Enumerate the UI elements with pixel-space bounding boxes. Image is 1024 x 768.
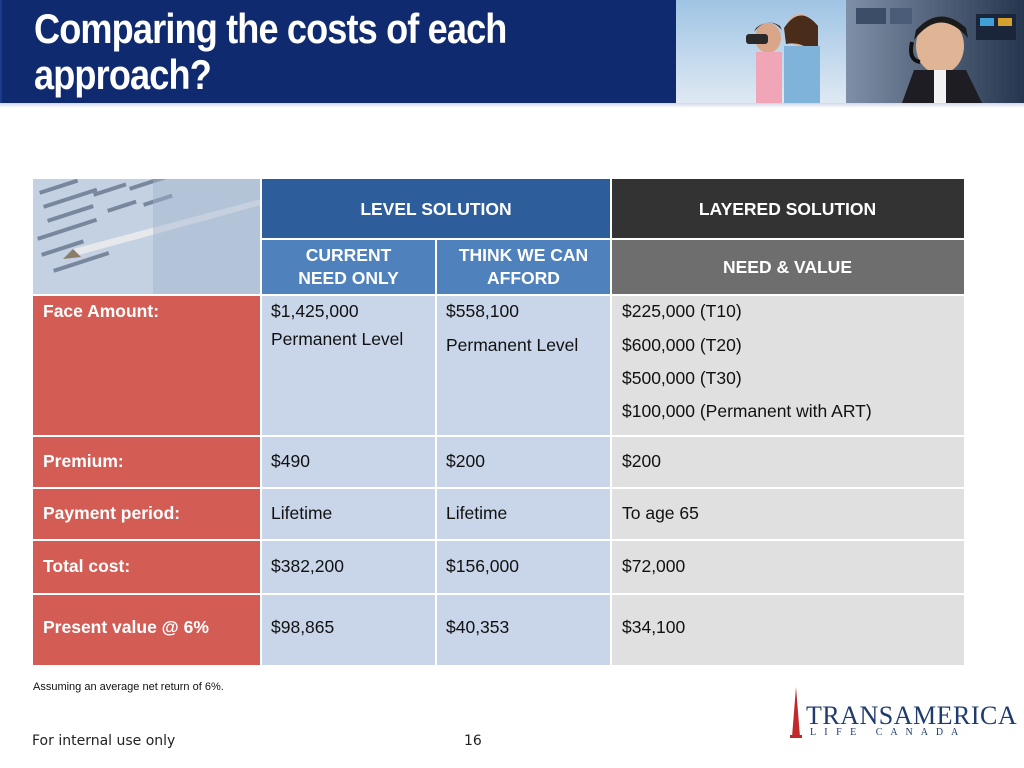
premium-current-value: $490 bbox=[271, 451, 310, 471]
payment-period-layered bbox=[611, 488, 964, 540]
payment-period-label: Payment period: bbox=[43, 503, 181, 523]
header-afford-line-2: AFFORD bbox=[487, 268, 560, 288]
header-level-solution bbox=[261, 179, 611, 239]
premium-label: Premium: bbox=[43, 451, 124, 471]
face-amount-layered-t20: $600,000 (T20) bbox=[622, 335, 742, 355]
page-number: 16 bbox=[464, 733, 482, 749]
premium-current bbox=[261, 436, 436, 488]
header-layered-solution bbox=[611, 179, 964, 239]
total-cost-afford bbox=[436, 540, 611, 594]
header-level-solution-label: LEVEL SOLUTION bbox=[360, 198, 512, 219]
face-amount-layered-permanent: $100,000 (Permanent with ART) bbox=[622, 401, 872, 421]
header-need-and-value bbox=[611, 239, 964, 295]
header-current-need-line-1: CURRENT bbox=[305, 245, 392, 265]
present-value-afford bbox=[436, 594, 611, 665]
logo-tagline: L I F E C A N A D A bbox=[810, 727, 962, 738]
present-value-layered bbox=[611, 594, 964, 665]
slide-title-line-2: approach? bbox=[34, 51, 211, 98]
face-amount-current bbox=[261, 295, 436, 436]
total-cost-afford-value: $156,000 bbox=[446, 556, 519, 576]
header-layered-solution-label: LAYERED SOLUTION bbox=[698, 198, 877, 219]
face-amount-layered-t10: $225,000 (T10) bbox=[622, 301, 742, 321]
grid-line bbox=[33, 593, 964, 595]
face-amount-current-type: Permanent Level bbox=[271, 329, 404, 349]
face-amount-layered bbox=[611, 295, 964, 436]
cost-comparison-table bbox=[33, 179, 964, 665]
header-current-need bbox=[261, 239, 436, 295]
present-value-layered-value: $34,100 bbox=[622, 617, 686, 637]
total-cost-label: Total cost: bbox=[43, 556, 131, 576]
grid-line bbox=[435, 239, 437, 665]
row-label-payment-period bbox=[33, 488, 261, 540]
row-label-premium bbox=[33, 436, 261, 488]
header-need-and-value-label: NEED & VALUE bbox=[723, 256, 852, 277]
premium-afford bbox=[436, 436, 611, 488]
header-afford-line-1: THINK WE CAN bbox=[458, 245, 589, 265]
slide-title bbox=[34, 6, 550, 98]
grid-line bbox=[33, 487, 964, 489]
row-label-face-amount bbox=[33, 295, 261, 436]
present-value-current-value: $98,865 bbox=[271, 617, 335, 637]
payment-period-current bbox=[261, 488, 436, 540]
header-photo bbox=[676, 0, 1024, 103]
face-amount-afford bbox=[436, 295, 611, 436]
payment-period-afford-value: Lifetime bbox=[446, 503, 508, 523]
face-amount-afford-value: $558,100 bbox=[446, 301, 519, 321]
header-think-we-can-afford bbox=[436, 239, 611, 295]
face-amount-afford-type: Permanent Level bbox=[446, 335, 579, 355]
slide-title-line-1: Comparing the costs of each bbox=[34, 5, 507, 52]
payment-period-afford bbox=[436, 488, 611, 540]
premium-layered bbox=[611, 436, 964, 488]
payment-period-layered-value: To age 65 bbox=[622, 503, 699, 523]
total-cost-current bbox=[261, 540, 436, 594]
total-cost-current-value: $382,200 bbox=[271, 556, 344, 576]
title-band bbox=[0, 0, 676, 103]
finance-photo bbox=[33, 179, 261, 295]
header-current-need-line-2: NEED ONLY bbox=[298, 268, 399, 288]
grid-line bbox=[33, 435, 964, 437]
face-amount-current-value: $1,425,000 bbox=[271, 301, 359, 321]
total-cost-layered-value: $72,000 bbox=[622, 556, 686, 576]
grid-line bbox=[261, 238, 964, 240]
premium-layered-value: $200 bbox=[622, 451, 661, 471]
footer-confidentiality: For internal use only bbox=[32, 733, 176, 749]
grid-line bbox=[33, 294, 964, 296]
row-label-present-value bbox=[33, 594, 261, 665]
present-value-afford-value: $40,353 bbox=[446, 617, 510, 637]
total-cost-layered bbox=[611, 540, 964, 594]
payment-period-current-value: Lifetime bbox=[271, 503, 333, 523]
present-value-current bbox=[261, 594, 436, 665]
present-value-label: Present value @ 6% bbox=[43, 617, 209, 637]
grid-line bbox=[33, 539, 964, 541]
face-amount-label: Face Amount: bbox=[43, 301, 160, 321]
row-label-total-cost bbox=[33, 540, 261, 594]
footnote: Assuming an average net return of 6%. bbox=[33, 681, 224, 693]
transamerica-logo bbox=[786, 685, 1018, 740]
header-divider bbox=[0, 103, 1024, 108]
logo-wordmark: TRANSAMERICA bbox=[806, 701, 1018, 730]
face-amount-layered-t30: $500,000 (T30) bbox=[622, 368, 742, 388]
premium-afford-value: $200 bbox=[446, 451, 485, 471]
